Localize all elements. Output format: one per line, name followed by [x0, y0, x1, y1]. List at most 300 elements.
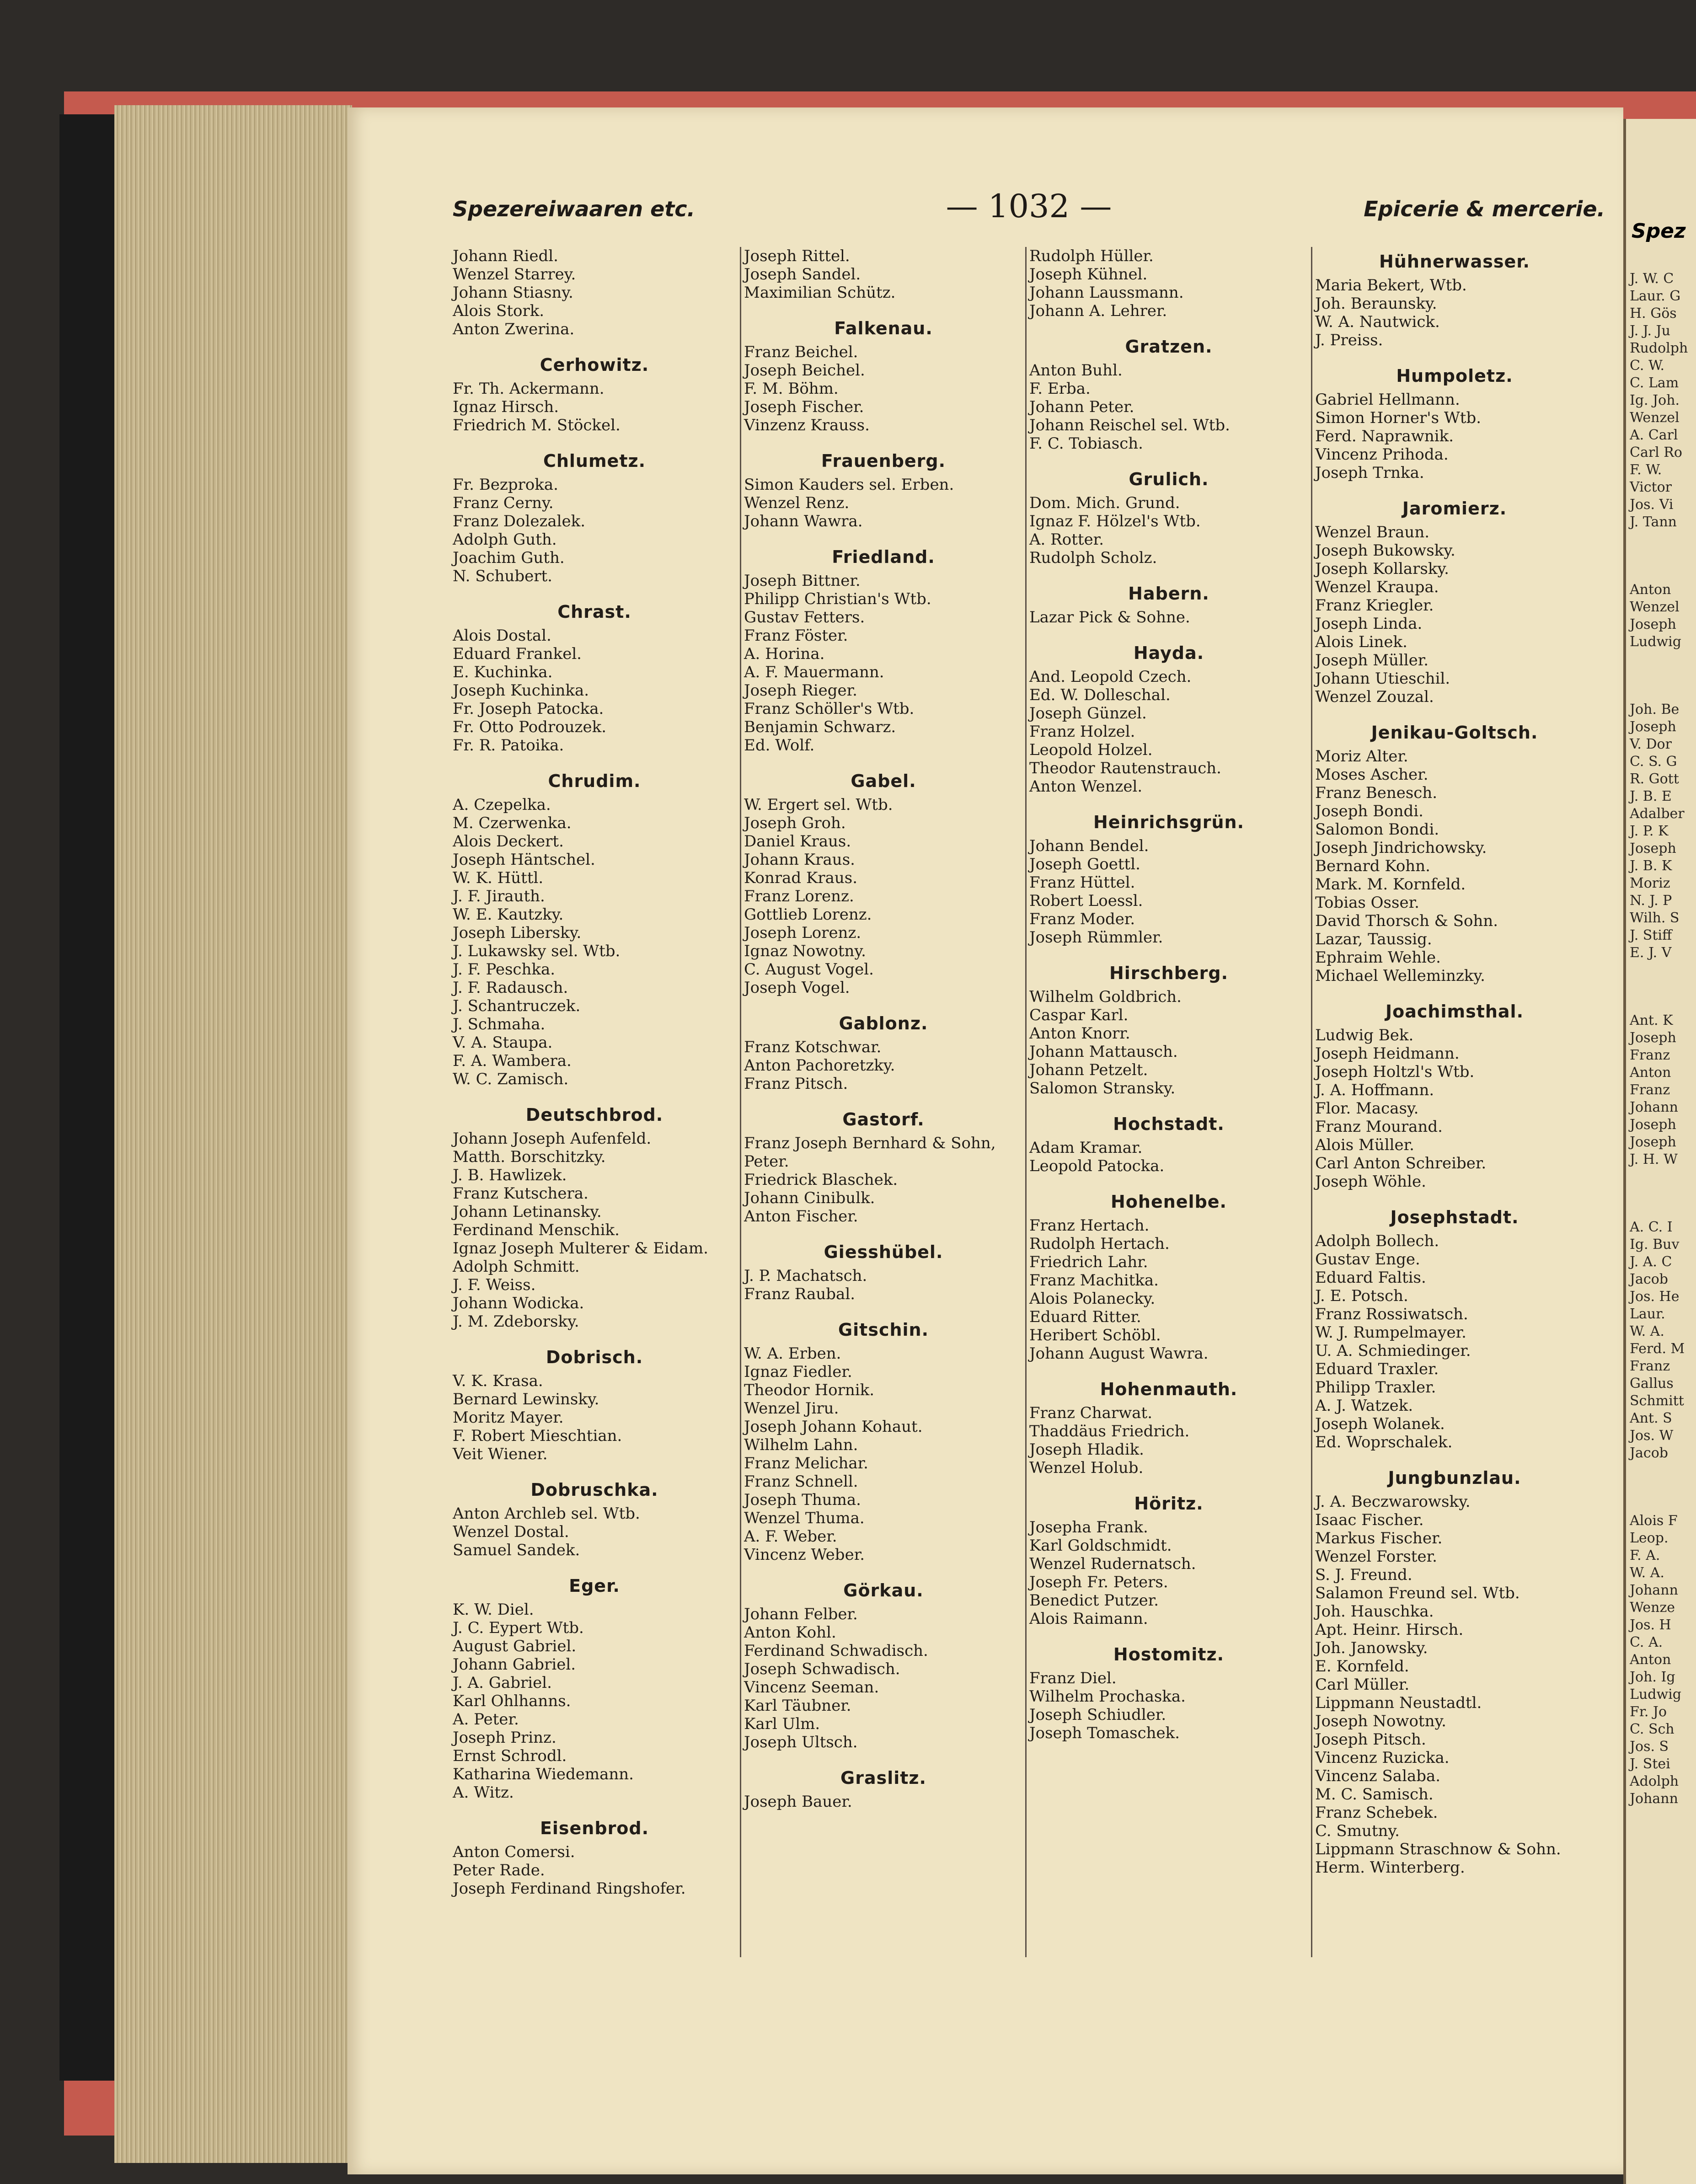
merchant-entry: A. F. Weber.: [744, 1527, 837, 1546]
town-section: [744, 450, 1023, 530]
merchant-entry: Ferd. Naprawnik.: [1315, 427, 1454, 445]
merchant-entry: Simon Kauders sel. Erben.: [744, 476, 954, 494]
merchant-entry: Joseph Sandel.: [744, 265, 861, 284]
merchant-entry: Lazar, Taussig.: [1315, 930, 1432, 948]
merchant-entry: Joseph Schwadisch.: [744, 1660, 900, 1678]
merchant-entry: Bernard Lewinsky.: [453, 1390, 599, 1408]
next-page-entry: Johann: [1630, 1099, 1678, 1115]
merchant-entry: C. Smutny.: [1315, 1822, 1400, 1840]
merchant-entry: Ludwig Bek.: [1315, 1026, 1414, 1044]
merchant-entry: Wilhelm Prochaska.: [1029, 1687, 1186, 1706]
merchant-entry: Rudolph Hüller.: [1029, 247, 1154, 265]
merchant-entry: Johann Letinansky.: [453, 1203, 602, 1221]
merchant-entry: Philipp Traxler.: [1315, 1378, 1436, 1397]
merchant-entry: Johann Gabriel.: [453, 1655, 576, 1674]
town-heading: Hohenelbe.: [1111, 1192, 1227, 1212]
merchant-entry: Franz Schnell.: [744, 1472, 858, 1491]
merchant-entry: And. Leopold Czech.: [1029, 668, 1192, 686]
town-section: [744, 1319, 1023, 1564]
town-heading: Frauenberg.: [821, 451, 946, 471]
merchant-entry: Moritz Mayer.: [453, 1408, 564, 1427]
next-page-entry: Joseph: [1630, 840, 1676, 856]
town-heading: Chlumetz.: [543, 451, 646, 471]
merchant-entry: Vincenz Weber.: [744, 1546, 865, 1564]
next-page-entry: Carl Ro: [1630, 444, 1682, 460]
town-section: [1315, 498, 1594, 706]
town-section: [1029, 642, 1308, 796]
merchant-entry: Veit Wiener.: [453, 1445, 548, 1463]
merchant-entry: Wilhelm Goldbrich.: [1029, 988, 1182, 1006]
merchant-entry: Robert Loessl.: [1029, 892, 1143, 910]
next-page-entry: Jacob: [1630, 1445, 1668, 1461]
merchant-entry: Johann Peter.: [1029, 398, 1134, 416]
merchant-entry: Ephraim Wehle.: [1315, 948, 1441, 967]
next-page-entry: W. A.: [1630, 1323, 1664, 1339]
merchant-entry: A. Peter.: [453, 1710, 519, 1729]
merchant-entry: J. B. Hawlizek.: [453, 1166, 567, 1184]
merchant-entry: J. F. Radausch.: [453, 979, 568, 997]
next-page-entry: Fr. Jo: [1630, 1704, 1667, 1720]
merchant-entry: Joseph Bondi.: [1315, 802, 1423, 820]
next-page-entry: Jacob: [1630, 1271, 1668, 1287]
merchant-entry: Maximilian Schütz.: [744, 284, 896, 302]
merchant-entry: Maria Bekert, Wtb.: [1315, 276, 1467, 294]
next-page-entry: E. J. V: [1630, 945, 1672, 961]
next-page-entry: Wenzel: [1630, 410, 1680, 426]
town-heading: Habern.: [1128, 583, 1209, 604]
merchant-entry: Alois Stork.: [453, 302, 545, 320]
merchant-entry: W. A. Nautwick.: [1315, 313, 1440, 331]
merchant-entry: Johann Reischel sel. Wtb.: [1029, 416, 1230, 434]
merchant-entry: Franz Moder.: [1029, 910, 1135, 928]
town-heading: Deutschbrod.: [525, 1105, 663, 1125]
town-heading: Hostomitz.: [1113, 1644, 1225, 1665]
page-edges: [114, 105, 352, 2163]
merchant-entry: Gottlieb Lorenz.: [744, 905, 872, 924]
merchant-entry: Salomon Stransky.: [1029, 1079, 1176, 1097]
town-section: [453, 770, 736, 1088]
merchant-entry: Eduard Faltis.: [1315, 1269, 1426, 1287]
merchant-entry: Anton Wenzel.: [1029, 777, 1143, 796]
merchant-entry: Johann Laussmann.: [1029, 284, 1184, 302]
merchant-entry: Heribert Schöbl.: [1029, 1326, 1161, 1344]
town-heading: Heinrichsgrün.: [1093, 812, 1245, 832]
next-page-gap: [1626, 1462, 1696, 1512]
header-french-title: Epicerie & mercerie.: [1364, 197, 1605, 221]
town-heading: Hühnerwasser.: [1379, 252, 1530, 272]
next-page-entry: Gallus: [1630, 1376, 1674, 1392]
next-page-entry: J. B. K: [1630, 858, 1672, 874]
merchant-entry: Joseph Beichel.: [744, 361, 865, 380]
merchant-entry: Karl Täubner.: [744, 1697, 851, 1715]
merchant-entry: Joseph Linda.: [1315, 615, 1423, 633]
next-page-fragment: [1623, 119, 1696, 2184]
merchant-entry: Peter Rade.: [453, 1861, 545, 1879]
next-page-entry: Adolph: [1630, 1773, 1679, 1789]
town-section: [1029, 1378, 1308, 1477]
town-heading: Eger.: [569, 1576, 620, 1596]
merchant-entry: Franz Kutschera.: [453, 1184, 589, 1203]
merchant-entry: Joseph Pitsch.: [1315, 1730, 1426, 1749]
merchant-entry: Anton Archleb sel. Wtb.: [453, 1504, 640, 1523]
merchant-entry: J. A. Hoffmann.: [1315, 1081, 1434, 1099]
town-heading: Joachimsthal.: [1385, 1001, 1524, 1022]
merchant-entry: Ignaz Hirsch.: [453, 398, 559, 416]
next-page-entries: [1626, 270, 1696, 1858]
merchant-entry: Wenzel Zouzal.: [1315, 688, 1434, 706]
next-page-entry: C. W.: [1630, 358, 1665, 374]
town-section: [1029, 1113, 1308, 1175]
merchant-entry: F. Robert Mieschtian.: [453, 1427, 622, 1445]
merchant-entry: Peter.: [744, 1152, 789, 1171]
merchant-entry: Joseph Schiudler.: [1029, 1706, 1166, 1724]
merchant-entry: Joseph Ferdinand Ringshofer.: [453, 1879, 686, 1898]
merchant-entry: Dom. Mich. Grund.: [1029, 494, 1180, 512]
town-heading: Falkenau.: [834, 318, 933, 338]
merchant-entry: Flor. Macasy.: [1315, 1099, 1419, 1118]
next-page-entry: J. A. C: [1630, 1254, 1672, 1270]
merchant-entry: S. J. Freund.: [1315, 1566, 1412, 1584]
town-section: [1029, 1493, 1308, 1628]
merchant-entry: F. M. Böhm.: [744, 380, 839, 398]
merchant-entry: Alois Müller.: [1315, 1136, 1414, 1154]
next-page-entry: Jos. S: [1630, 1739, 1669, 1755]
town-section: [1315, 722, 1594, 985]
merchant-entry: Joseph Kuchinka.: [453, 681, 589, 700]
merchant-entry: Alois Polanecky.: [1029, 1290, 1156, 1308]
merchant-entry: Joseph Wöhle.: [1315, 1172, 1426, 1191]
next-page-entry: Franz: [1630, 1358, 1670, 1374]
merchant-entry: J. A. Gabriel.: [453, 1674, 552, 1692]
merchant-entry: Franz Kotschwar.: [744, 1038, 882, 1056]
merchant-entry: Katharina Wiedemann.: [453, 1765, 634, 1783]
merchant-entry: Franz Charwat.: [1029, 1404, 1153, 1422]
merchant-entry: Rudolph Hertach.: [1029, 1235, 1170, 1253]
merchant-entry: Wilhelm Lahn.: [744, 1436, 858, 1454]
merchant-entry: Johann Mattausch.: [1029, 1043, 1178, 1061]
column-3: [1025, 247, 1308, 1957]
merchant-entry: Joseph Bukowsky.: [1315, 541, 1455, 560]
merchant-entry: August Gabriel.: [453, 1637, 577, 1655]
next-page-entry: Anton: [1630, 582, 1671, 598]
merchant-entry: Ferdinand Schwadisch.: [744, 1642, 928, 1660]
town-section: [1029, 1191, 1308, 1363]
merchant-entry: V. A. Staupa.: [453, 1033, 553, 1052]
town-section: [1029, 247, 1308, 320]
town-section: [744, 1241, 1023, 1303]
merchant-entry: Caspar Karl.: [1029, 1006, 1129, 1024]
next-page-entry: Adalber: [1630, 806, 1685, 822]
merchant-entry: Joseph Müller.: [1315, 651, 1429, 669]
merchant-entry: Simon Horner's Wtb.: [1315, 409, 1482, 427]
town-heading: Gratzen.: [1125, 337, 1213, 357]
merchant-entry: Joseph Häntschel.: [453, 851, 595, 869]
next-page-entry: R. Gott: [1630, 771, 1679, 787]
merchant-entry: Vincenz Ruzicka.: [1315, 1749, 1450, 1767]
town-heading: Jenikau-Goltsch.: [1371, 723, 1538, 743]
town-heading: Grulich.: [1129, 469, 1209, 489]
merchant-entry: Adolph Bollech.: [1315, 1232, 1439, 1250]
town-section: [744, 1012, 1023, 1093]
column-4: [1311, 247, 1594, 1957]
merchant-entry: Mark. M. Kornfeld.: [1315, 875, 1466, 894]
next-page-entry: Rudolph: [1630, 340, 1688, 356]
next-page-entry: Ludwig: [1630, 1686, 1681, 1702]
merchant-entry: Eduard Traxler.: [1315, 1360, 1439, 1378]
merchant-entry: A. Rotter.: [1029, 530, 1104, 549]
town-section: [453, 247, 736, 338]
merchant-entry: E. Kornfeld.: [1315, 1657, 1409, 1675]
merchant-entry: Ignaz F. Hölzel's Wtb.: [1029, 512, 1201, 530]
merchant-entry: Alois Dostal.: [453, 626, 551, 645]
merchant-entry: Salamon Freund sel. Wtb.: [1315, 1584, 1520, 1602]
merchant-entry: Eduard Ritter.: [1029, 1308, 1141, 1326]
merchant-entry: Franz Föster.: [744, 626, 848, 645]
merchant-entry: Wenzel Holub.: [1029, 1459, 1144, 1477]
merchant-entry: Gabriel Hellmann.: [1315, 391, 1460, 409]
town-heading: Gitschin.: [838, 1320, 929, 1340]
merchant-entry: Franz Schöller's Wtb.: [744, 700, 915, 718]
merchant-entry: Joseph Bittner.: [744, 572, 861, 590]
next-page-entry: Jos. He: [1630, 1289, 1680, 1305]
merchant-entry: Adolph Guth.: [453, 530, 557, 549]
town-section: [1029, 1643, 1308, 1742]
column-2: [740, 247, 1023, 1957]
merchant-entry: Joachim Guth.: [453, 549, 565, 567]
merchant-entry: Rudolph Scholz.: [1029, 549, 1157, 567]
next-page-entry: J. W. C: [1630, 271, 1674, 287]
next-page-entry: Ludwig: [1630, 634, 1681, 650]
merchant-entry: A. F. Mauermann.: [744, 663, 884, 681]
merchant-entry: K. W. Diel.: [453, 1601, 534, 1619]
town-section: [453, 1104, 736, 1331]
next-page-entry: Laur.: [1630, 1306, 1665, 1322]
next-page-entry: C. S. G: [1630, 754, 1677, 770]
header-german-title: Spezereiwaaren etc.: [453, 197, 696, 221]
next-page-entry: Wenzel: [1630, 599, 1680, 615]
merchant-entry: Ernst Schrodl.: [453, 1747, 567, 1765]
merchant-entry: Johann Riedl.: [453, 247, 558, 265]
next-page-entry: Ig. Buv: [1630, 1237, 1680, 1253]
next-page-gap: [1626, 962, 1696, 1012]
merchant-entry: W. A. Erben.: [744, 1344, 841, 1363]
merchant-entry: Anton Pachoretzky.: [744, 1056, 895, 1075]
merchant-entry: Johann A. Lehrer.: [1029, 302, 1167, 320]
next-page-gap: [1626, 651, 1696, 701]
town-section: [744, 1108, 1023, 1226]
merchant-entry: Joseph Fr. Peters.: [1029, 1573, 1168, 1591]
next-page-entry: Joseph: [1630, 1030, 1676, 1046]
merchant-entry: Johann Wodicka.: [453, 1294, 584, 1312]
town-section: [1315, 1001, 1594, 1191]
merchant-entry: F. Erba.: [1029, 380, 1091, 398]
merchant-entry: Daniel Kraus.: [744, 832, 851, 851]
town-section: [453, 450, 736, 585]
merchant-entry: Theodor Rautenstrauch.: [1029, 759, 1221, 777]
merchant-entry: A. Czepelka.: [453, 796, 551, 814]
next-page-entry: Joseph: [1630, 1117, 1676, 1133]
merchant-entry: A. Witz.: [453, 1783, 514, 1802]
town-heading: Gablonz.: [839, 1013, 928, 1033]
town-heading: Gastorf.: [842, 1109, 925, 1129]
merchant-entry: Adam Kramar.: [1029, 1139, 1143, 1157]
next-page-entry: N. J. P: [1630, 893, 1672, 909]
merchant-entry: Fr. R. Patoika.: [453, 736, 564, 755]
town-section: [1029, 336, 1308, 453]
merchant-entry: Franz Dolezalek.: [453, 512, 586, 530]
merchant-entry: Franz Melichar.: [744, 1454, 868, 1472]
merchant-entry: Franz Mourand.: [1315, 1118, 1443, 1136]
merchant-entry: Wenzel Kraupa.: [1315, 578, 1439, 596]
merchant-entry: Herm. Winterberg.: [1315, 1858, 1465, 1877]
merchant-entry: Salomon Bondi.: [1315, 820, 1439, 839]
merchant-entry: J. Schmaha.: [453, 1015, 546, 1033]
town-section: [1029, 962, 1308, 1097]
merchant-entry: J. F. Jirauth.: [453, 887, 545, 905]
merchant-entry: Franz Diel.: [1029, 1669, 1117, 1687]
merchant-entry: Benjamin Schwarz.: [744, 718, 896, 736]
merchant-entry: Fr. Joseph Patocka.: [453, 700, 604, 718]
merchant-entry: W. J. Rumpelmayer.: [1315, 1323, 1466, 1342]
merchant-entry: Franz Hüttel.: [1029, 873, 1135, 892]
merchant-entry: Alois Raimann.: [1029, 1610, 1148, 1628]
merchant-entry: Joseph Rümmler.: [1029, 928, 1163, 947]
next-page-entry: Anton: [1630, 1652, 1671, 1668]
town-section: [1029, 811, 1308, 947]
town-section: [1315, 1467, 1594, 1877]
town-section: [744, 247, 1023, 302]
merchant-entry: Bernard Kohn.: [1315, 857, 1430, 875]
merchant-entry: Joseph Kühnel.: [1029, 265, 1148, 284]
merchant-entry: Gustav Fetters.: [744, 608, 865, 626]
merchant-entry: U. A. Schmiedinger.: [1315, 1342, 1471, 1360]
town-section: [744, 317, 1023, 434]
merchant-entry: Moriz Alter.: [1315, 747, 1408, 765]
merchant-entry: Johann Bendel.: [1029, 837, 1149, 855]
town-section: [453, 1817, 736, 1898]
merchant-entry: Friedrich Lahr.: [1029, 1253, 1148, 1271]
merchant-entry: Ignaz Nowotny.: [744, 942, 866, 960]
merchant-entry: Joseph Kollarsky.: [1315, 560, 1449, 578]
town-heading: Josephstadt.: [1390, 1207, 1519, 1227]
merchant-entry: Karl Ulm.: [744, 1715, 820, 1733]
merchant-entry: Moses Ascher.: [1315, 765, 1428, 784]
town-heading: Chrudim.: [548, 771, 641, 791]
merchant-entry: Joh. Janowsky.: [1315, 1639, 1428, 1657]
merchant-entry: Joseph Bauer.: [744, 1793, 852, 1811]
merchant-entry: Franz Holzel.: [1029, 723, 1135, 741]
merchant-entry: J. Schantruczek.: [453, 997, 581, 1015]
merchant-entry: Carl Müller.: [1315, 1675, 1410, 1694]
merchant-entry: V. K. Krasa.: [453, 1372, 543, 1390]
town-heading: Gabel.: [851, 771, 916, 791]
town-section: [453, 354, 736, 434]
town-section: [1029, 583, 1308, 626]
next-page-entry: A. C. I: [1630, 1219, 1673, 1235]
town-section: [453, 1479, 736, 1559]
town-section: [744, 546, 1023, 755]
merchant-entry: Gustav Enge.: [1315, 1250, 1420, 1269]
page-header: [453, 187, 1605, 229]
merchant-entry: Joseph Vogel.: [744, 979, 850, 997]
merchant-entry: Johann August Wawra.: [1029, 1344, 1209, 1363]
merchant-entry: Fr. Otto Podrouzek.: [453, 718, 606, 736]
merchant-entry: Joseph Goettl.: [1029, 855, 1140, 873]
merchant-entry: Johann Wawra.: [744, 512, 863, 530]
merchant-entry: Joseph Hladik.: [1029, 1440, 1144, 1459]
merchant-entry: F. C. Tobiasch.: [1029, 434, 1143, 453]
merchant-entry: Joseph Holtzl's Wtb.: [1315, 1063, 1475, 1081]
merchant-entry: Johann Petzelt.: [1029, 1061, 1148, 1079]
next-page-entry: Victor: [1630, 479, 1672, 495]
merchant-entry: Vincenz Seeman.: [744, 1678, 879, 1697]
merchant-entry: W. E. Kautzky.: [453, 905, 564, 924]
merchant-entry: David Thorsch & Sohn.: [1315, 912, 1498, 930]
town-heading: Hohenmauth.: [1100, 1379, 1238, 1399]
merchant-entry: Wenzel Thuma.: [744, 1509, 865, 1527]
next-page-entry: J. J. Ju: [1630, 323, 1670, 339]
merchant-entry: Anton Zwerina.: [453, 320, 575, 338]
next-page-entry: Ant. K: [1630, 1012, 1673, 1028]
next-page-entry: Alois F: [1630, 1513, 1678, 1529]
town-heading: Eisenbrod.: [540, 1818, 649, 1838]
next-page-entry: Leop.: [1630, 1530, 1669, 1546]
merchant-entry: Joseph Günzel.: [1029, 704, 1147, 723]
merchant-entry: Thaddäus Friedrich.: [1029, 1422, 1190, 1440]
town-heading: Hochstadt.: [1113, 1114, 1225, 1134]
town-heading: Dobrisch.: [546, 1347, 643, 1367]
merchant-entry: A. Horina.: [744, 645, 825, 663]
merchant-entry: Anton Buhl.: [1029, 361, 1123, 380]
merchant-entry: Joseph Johann Kohaut.: [744, 1418, 923, 1436]
merchant-entry: Johann Felber.: [744, 1605, 858, 1623]
next-page-entry: Schmitt: [1630, 1393, 1684, 1409]
town-heading: Dobruschka.: [530, 1480, 658, 1500]
town-heading: Jungbunzlau.: [1388, 1468, 1521, 1488]
merchant-entry: Wenzel Rudernatsch.: [1029, 1555, 1196, 1573]
merchant-entry: E. Kuchinka.: [453, 663, 553, 681]
town-section: [1315, 1206, 1594, 1451]
merchant-entry: Philipp Christian's Wtb.: [744, 590, 931, 608]
merchant-entry: Wenzel Renz.: [744, 494, 850, 512]
next-page-gap: [1626, 1168, 1696, 1219]
merchant-entry: Franz Cerny.: [453, 494, 554, 512]
town-section: [453, 1575, 736, 1802]
merchant-entry: Lippmann Straschnow & Sohn.: [1315, 1840, 1561, 1858]
town-heading: Görkau.: [843, 1580, 924, 1601]
column-1: [453, 247, 736, 1913]
merchant-entry: Franz Schebek.: [1315, 1804, 1438, 1822]
town-section: [453, 1346, 736, 1463]
merchant-entry: J. P. Machatsch.: [744, 1267, 867, 1285]
merchant-entry: Karl Goldschmidt.: [1029, 1536, 1172, 1555]
merchant-entry: Joh. Hauschka.: [1315, 1602, 1434, 1621]
merchant-entry: Ed. Wolf.: [744, 736, 815, 755]
next-page-entry: J. P. K: [1630, 823, 1669, 839]
next-page-entry: J. Tann: [1630, 514, 1677, 530]
merchant-entry: Anton Fischer.: [744, 1207, 858, 1226]
merchant-entry: Adolph Schmitt.: [453, 1258, 580, 1276]
town-section: [744, 1579, 1023, 1751]
merchant-entry: Friedrich M. Stöckel.: [453, 416, 621, 434]
merchant-entry: Joseph Nowotny.: [1315, 1712, 1446, 1730]
merchant-entry: Josepha Frank.: [1029, 1518, 1148, 1536]
town-heading: Graslitz.: [840, 1768, 926, 1788]
merchant-entry: Ferdinand Menschik.: [453, 1221, 620, 1239]
merchant-entry: Michael Welleminzky.: [1315, 967, 1485, 985]
merchant-entry: Konrad Kraus.: [744, 869, 858, 887]
merchant-entry: Apt. Heinr. Hirsch.: [1315, 1621, 1464, 1639]
